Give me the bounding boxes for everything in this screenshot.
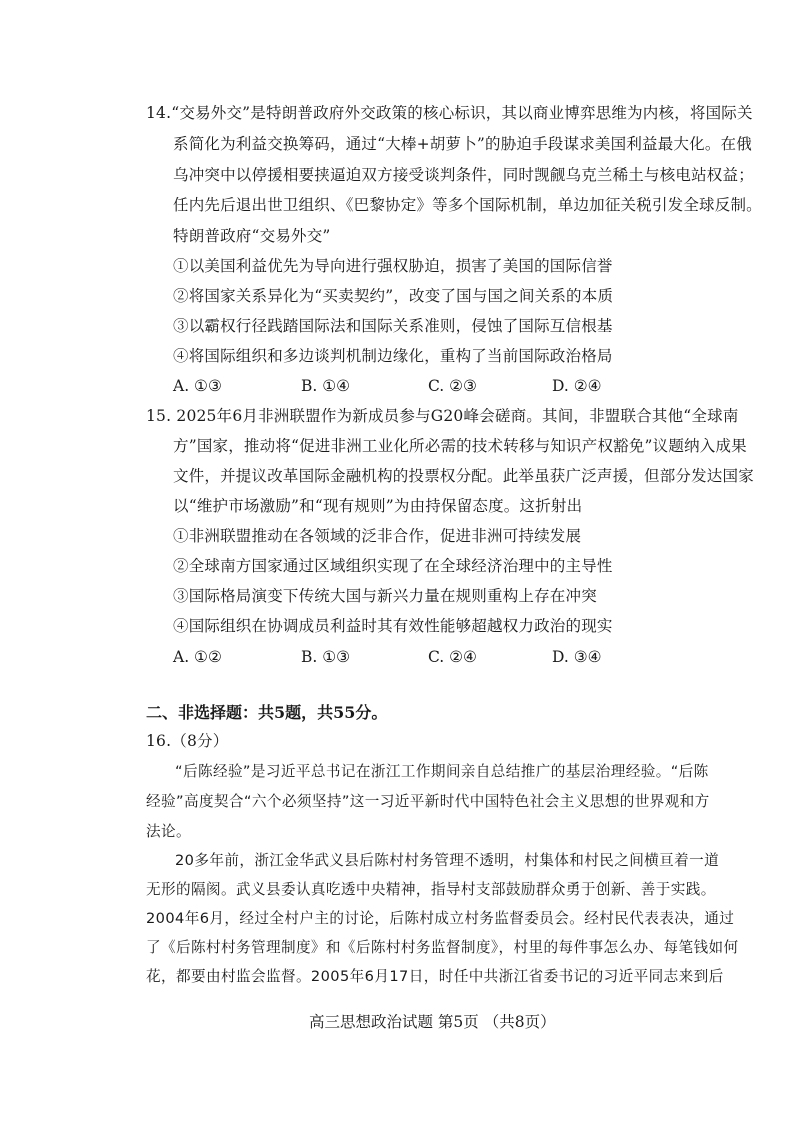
q15-option-a: A. ①② [173,648,222,666]
q15-option-c: C. ②④ [428,648,477,666]
q15-statement-3: ③国际格局演变下传统大国与新兴力量在规则重构上存在冲突 [173,587,597,605]
q14-statement-3: ③以霸权行径践踏国际法和国际关系准则，侵蚀了国际互信根基 [173,317,613,335]
q15-statement-4: ④国际组织在协调成员利益时其有效性能够超越权力政治的现实 [173,617,613,635]
q14-stem-line: 特朗普政府“交易外交” [173,227,331,245]
q16-material-line: 了《后陈村村务管理制度》和《后陈村村务监督制度》，村里的每件事怎么办、每笔钱如何 [146,939,739,956]
q16-material-line: “后陈经验”是习近平总书记在浙江工作期间亲自总结推广的基层治理经验。“后陈 [175,763,709,780]
q14-statement-1: ①以美国利益优先为导向进行强权胁迫，损害了美国的国际信誉 [173,257,613,275]
q16-material-line: 法论。 [146,823,191,840]
q14-option-d: D. ②④ [552,377,602,395]
q14-option-b: B. ①④ [301,377,351,395]
q14-stem-line: 任内先后退出世卫组织、《巴黎协定》等多个国际机制，单边加征关税引发全球反制。 [173,196,762,214]
section-2-title: 二、非选择题：共5题，共55分。 [146,703,388,722]
q16-material-line: 经验”高度契合“六个必须坚持”这一习近平新时代中国特色社会主义思想的世界观和方 [146,793,710,810]
q16-material-line: 无形的隔阂。武义县委认真吃透中央精神，指导村支部鼓励群众勇于创新、善于实践。 [146,881,716,898]
q14-stem-line: 14.“交易外交”是特朗普政府外交政策的核心标识，其以商业博弈思维为内核，将国际关 [146,104,753,122]
q15-statement-2: ②全球南方国家通过区域组织实现了在全球经济治理中的主导性 [173,557,613,575]
q14-statement-4: ④将国际组织和多边谈判机制边缘化，重构了当前国际政治格局 [173,347,613,365]
q15-stem-line: 方”国家，推动将“促进非洲工业化所必需的技术转移与知识产权豁免”议题纳入成果 [173,437,747,455]
q16-material-line: 2004年6月，经过全村户主的讨论，后陈村成立村务监督委员会。经村民代表表决，通过 [146,910,735,927]
q16-material-line: 花，都要由村监会监督。2005年6月17日，时任中共浙江省委书记的习近平同志来到后 [146,968,724,985]
q15-statement-1: ①非洲联盟推动在各领域的泛非合作，促进非洲可持续发展 [173,527,582,545]
q16-material-line: 20多年前，浙江金华武义县后陈村村务管理不透明，村集体和村民之间横亘着一道 [175,852,720,869]
q15-option-d: D. ③④ [552,648,602,666]
q15-stem-line: 文件，并提议改革国际金融机构的投票权分配。此举虽获广泛声援，但部分发达国家 [173,467,754,485]
q14-stem-line: 系简化为利益交换筹码，通过“大棒+胡萝卜”的胁迫手段谋求美国利益最大化。在俄 [173,135,752,153]
q14-option-a: A. ①③ [173,377,222,395]
q14-stem-line: 乌冲突中以停援相要挟逼迫双方接受谈判条件，同时觊觎乌克兰稀土与核电站权益； [173,166,754,184]
q15-stem-line: 15. 2025年6月非洲联盟作为新成员参与G20峰会磋商。其间，非盟联合其他“全球南 [146,407,739,425]
page-footer: 高三思想政治试题 第5页 （共8页） [309,1013,556,1031]
q14-statement-2: ②将国家关系异化为“买卖契约”，改变了国与国之间关系的本质 [173,287,614,305]
q16-header: 16.（8分） [146,732,229,750]
q15-stem-line: 以“维护市场激励”和“现有规则”为由持保留态度。这折射出 [173,497,583,515]
q15-option-b: B. ①③ [301,648,351,666]
q14-option-c: C. ②③ [428,377,477,395]
